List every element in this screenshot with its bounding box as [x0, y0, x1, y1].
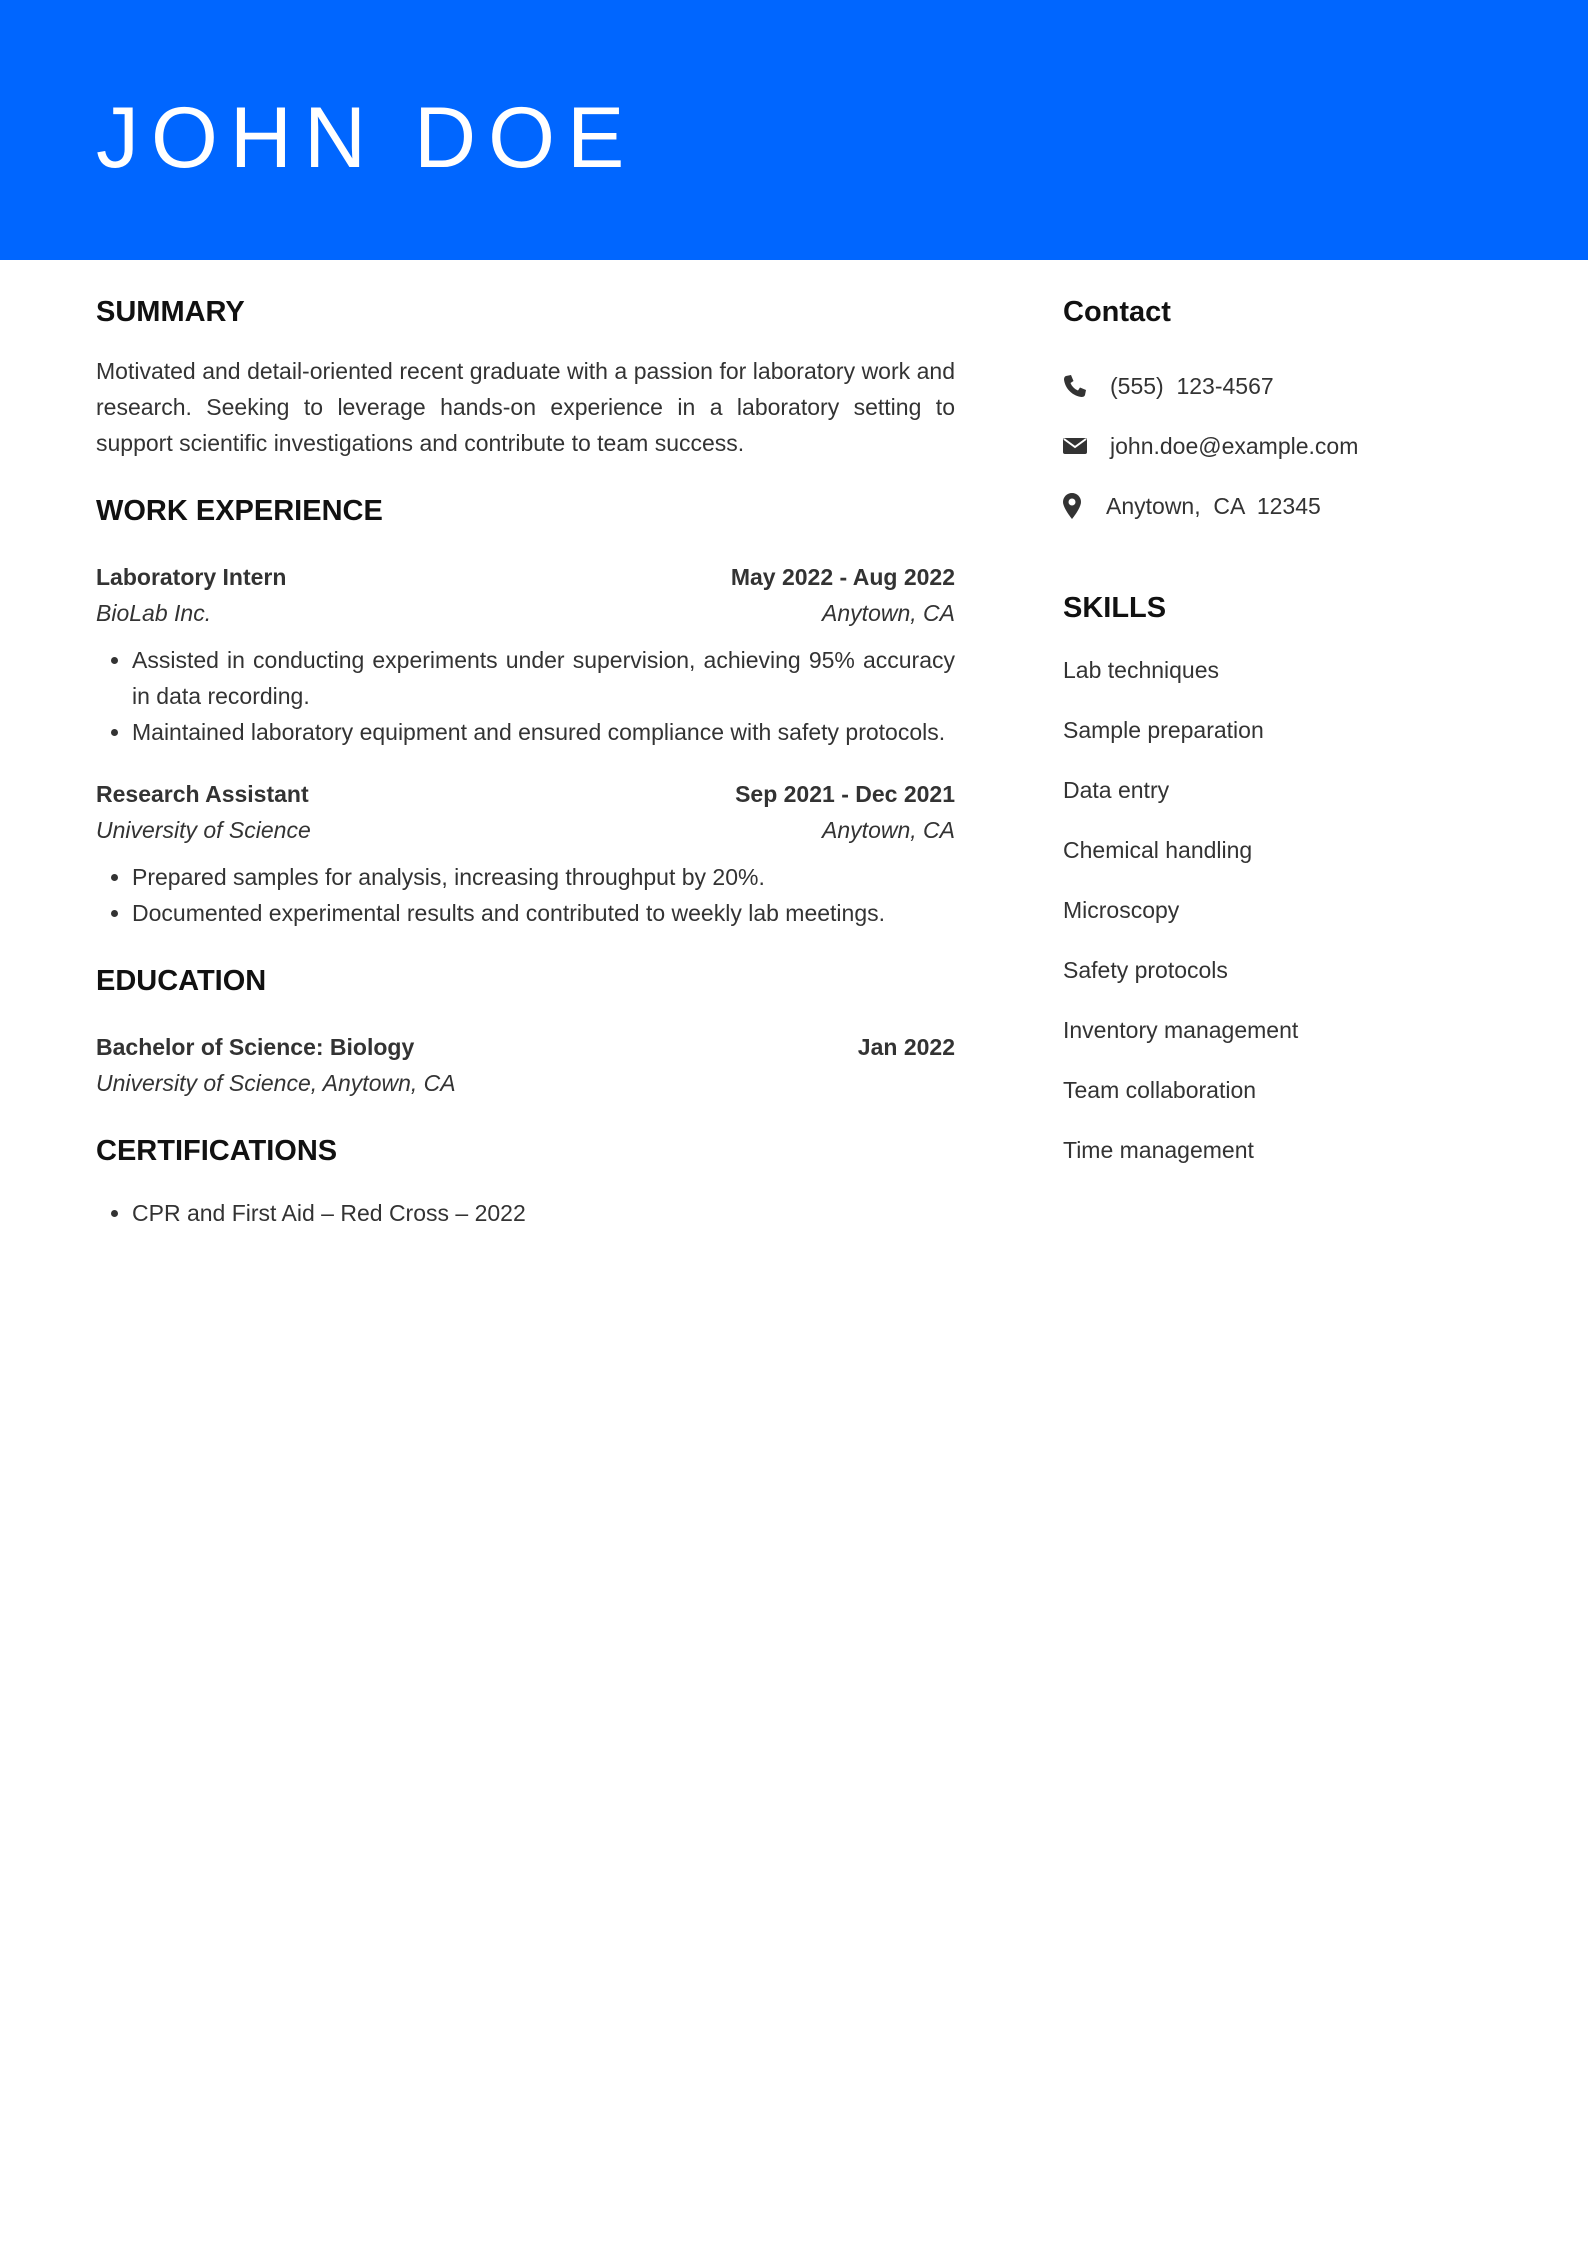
job-dates: Sep 2021 - Dec 2021 [735, 781, 955, 807]
candidate-name: JOHN DOE [96, 90, 637, 186]
sidebar-column [1063, 290, 1503, 1180]
job-bullet: • Maintained laboratory equipment and ensured compliance with safety protocols. [132, 714, 955, 750]
contact-phone [1063, 356, 1503, 416]
header-banner [0, 0, 1588, 260]
job-bullets [96, 859, 955, 931]
degree-date: Jan 2022 [857, 1034, 955, 1060]
job-company: BioLab Inc. [96, 600, 212, 626]
location-text: Anytown, CA 12345 [1106, 493, 1321, 519]
contact-email [1063, 416, 1503, 476]
job-location: Anytown, CA [822, 600, 955, 626]
job-bullet: • Assisted in conducting experiments under supervision, achieving 95% accuracy in data recording. [132, 642, 955, 714]
skills-heading: SKILLS [1063, 592, 1167, 624]
job-bullet: • Documented experimental results and contributed to weekly lab meetings. [132, 895, 955, 931]
skill-item: Team collaboration [1063, 1077, 1257, 1103]
skills-list [1063, 640, 1503, 1180]
envelope-icon [1063, 433, 1089, 459]
skill-item: Chemical handling [1063, 837, 1253, 863]
phone-number: (555) 123-4567 [1110, 373, 1274, 399]
skill-item: Data entry [1063, 777, 1170, 803]
certifications-heading: CERTIFICATIONS [96, 1135, 338, 1167]
skill-item: Lab techniques [1063, 657, 1220, 683]
job-dates: May 2022 - Aug 2022 [730, 564, 955, 590]
email-address: john.doe@example.com [1110, 433, 1359, 459]
phone-icon [1063, 373, 1089, 399]
job-entry [96, 776, 955, 931]
job-entry [96, 559, 955, 750]
degree: Bachelor of Science: Biology [96, 1034, 415, 1060]
certification-list [96, 1195, 955, 1231]
certification-item: • CPR and First Aid – Red Cross – 2022 [132, 1195, 955, 1231]
main-column [96, 290, 955, 1231]
job-bullet: • Prepared samples for analysis, increasing throughput by 20%. [132, 859, 955, 895]
skill-item: Time management [1063, 1137, 1254, 1163]
skill-item: Inventory management [1063, 1017, 1299, 1043]
skill-item: Microscopy [1063, 897, 1180, 923]
job-company: University of Science [96, 817, 311, 843]
summary-text: Motivated and detail-oriented recent graduate with a passion for laboratory work and research. Seeking to leverage hands-on experience in a laboratory setting to support scientific investigations and contribute to team success. [96, 358, 955, 456]
job-title: Laboratory Intern [96, 564, 287, 590]
school: University of Science, Anytown, CA [96, 1070, 456, 1096]
education-heading: EDUCATION [96, 965, 267, 997]
education-entry [96, 1029, 955, 1101]
job-title: Research Assistant [96, 781, 309, 807]
skill-item: Safety protocols [1063, 957, 1228, 983]
contact-location [1063, 476, 1503, 536]
contact-heading: Contact [1063, 296, 1171, 328]
job-location: Anytown, CA [822, 817, 955, 843]
contact-list [1063, 356, 1503, 536]
job-bullets [96, 642, 955, 750]
work-experience-heading: WORK EXPERIENCE [96, 495, 383, 527]
skill-item: Sample preparation [1063, 717, 1264, 743]
summary-heading: SUMMARY [96, 296, 245, 328]
map-pin-icon [1063, 493, 1089, 519]
